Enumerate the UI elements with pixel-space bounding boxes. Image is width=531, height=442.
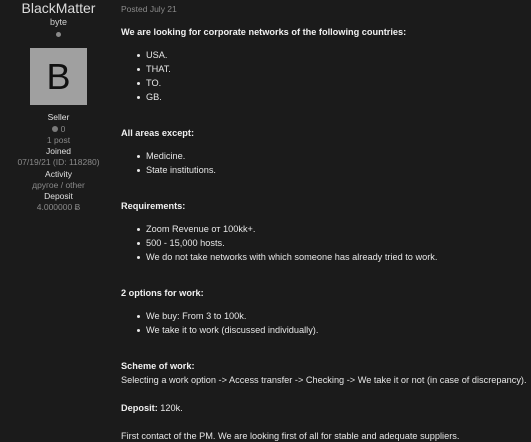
post-count[interactable]: 1 post <box>46 135 71 145</box>
post-date[interactable]: Posted July 21 <box>121 4 177 14</box>
deposit-label: Deposit <box>44 191 73 201</box>
activity-label: Activity <box>45 169 72 179</box>
online-status-icon <box>56 32 61 37</box>
deposit-line <box>121 403 183 413</box>
user-title: byte <box>49 17 67 27</box>
deposit-heading: Deposit: <box>121 403 158 413</box>
user-sidebar <box>0 0 117 442</box>
reputation <box>0 124 117 135</box>
list-item: We buy: From 3 to 100k. <box>146 311 247 321</box>
deposit-value: 4.000000 Ƀ <box>36 202 81 212</box>
list-item: State institutions. <box>146 165 216 175</box>
options-heading: 2 options for work: <box>121 288 204 298</box>
contact-text: First contact of the PM. We are looking first of all for stable and adequate suppliers. <box>121 431 460 441</box>
list-item: USA. <box>146 50 168 60</box>
joined-label: Joined <box>45 146 72 156</box>
scheme-heading: Scheme of work: <box>121 361 195 371</box>
list-item: GB. <box>146 92 162 102</box>
list-item: 500 - 15,000 hosts. <box>146 238 225 248</box>
username-link[interactable]: BlackMatter <box>21 0 96 16</box>
areas-heading: All areas except: <box>121 128 195 138</box>
scheme-text: Selecting a work option -> Access transfer -> Checking -> We take it or not (in case of discrepancy). <box>121 375 527 385</box>
reputation-value: 0 <box>60 124 66 134</box>
deposit-amount: 120k. <box>157 403 183 413</box>
intro-heading: We are looking for corporate networks of the following countries: <box>121 27 407 37</box>
requirements-heading: Requirements: <box>121 201 186 211</box>
list-item: We do not take networks with which someone has already tried to work. <box>146 252 438 262</box>
list-item: We take it to work (discussed individually). <box>146 325 319 335</box>
list-item: Medicine. <box>146 151 186 161</box>
list-item: THAT. <box>146 64 171 74</box>
user-role: Seller <box>47 112 70 122</box>
reputation-icon <box>52 126 58 132</box>
list-item: TO. <box>146 78 162 88</box>
joined-value: 07/19/21 (ID: 118280) <box>17 157 100 167</box>
avatar[interactable]: B <box>30 48 87 105</box>
activity-value: другое / other <box>32 180 85 190</box>
list-item: Zoom Revenue от 100kk+. <box>146 224 256 234</box>
